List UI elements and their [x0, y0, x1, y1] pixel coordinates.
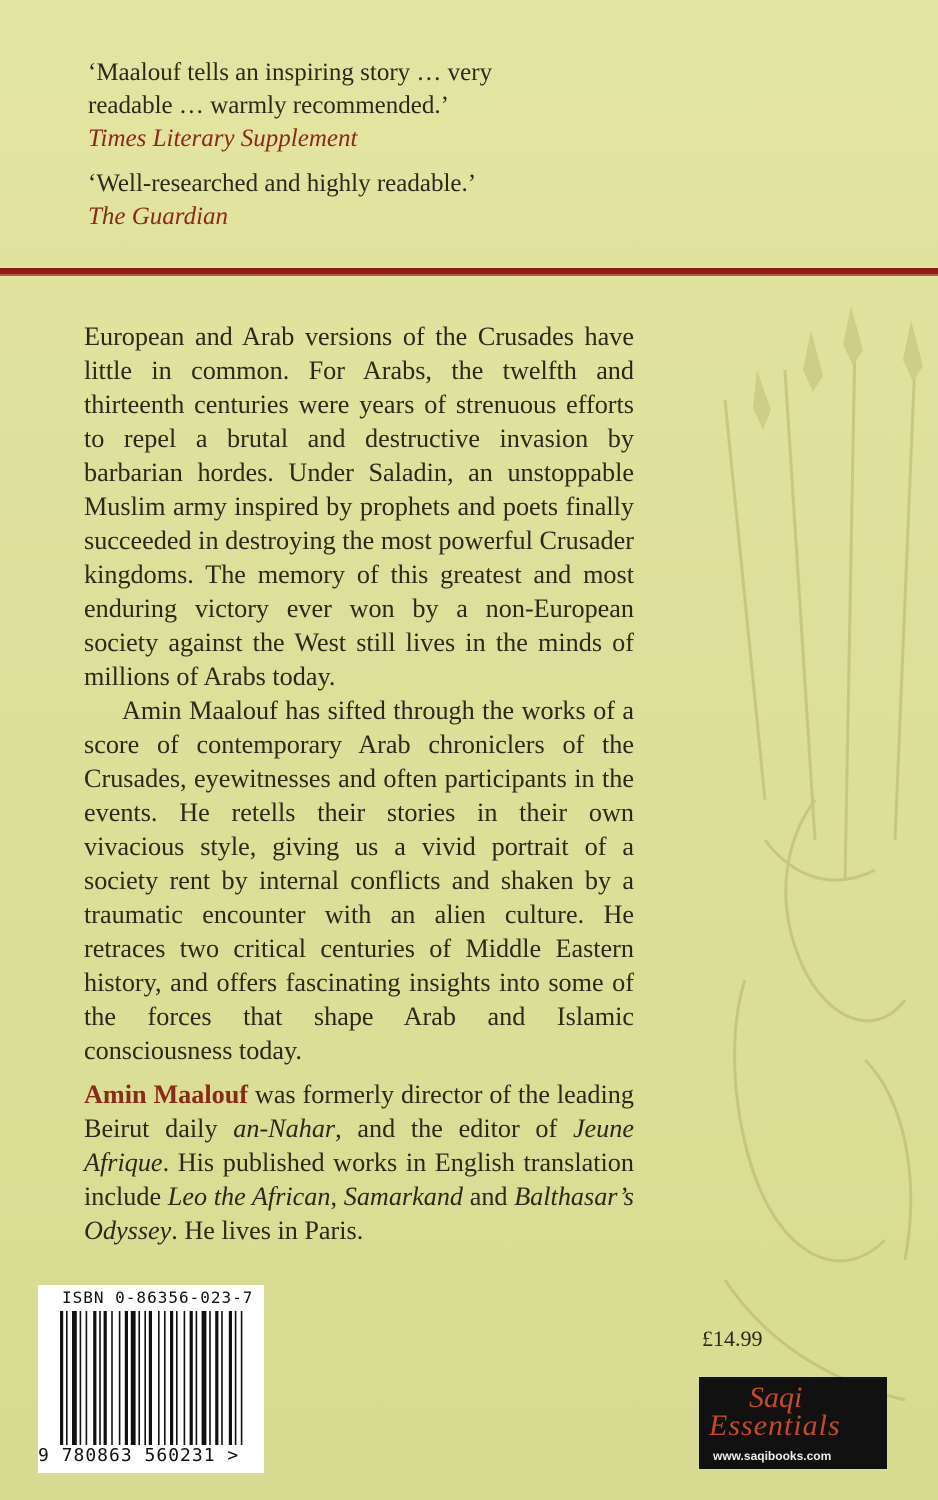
review-quote: ‘Maalouf tells an inspiring story … very readable … warmly recommended.’ — [88, 59, 493, 119]
review-source: Times Literary Supplement — [88, 125, 358, 152]
divider-rule — [0, 268, 938, 274]
review-quotes — [88, 56, 608, 245]
description-paragraph: Amin Maalouf has sifted through the works of a score of contemporary Arab chroniclers of the Crusades, eyewitnesses and often participants in the events. He retells their stories in their own vivacious style, giving us a vivid portrait of a society rent by internal conflicts and shaken by a traumatic encounter with an alien culture. He retraces two critical centuries of Middle Eastern history, and offers fascinating insights into some of the forces that shape Arab and Islamic consciousness today. — [84, 696, 634, 1065]
logo-line1: Saqi — [749, 1381, 803, 1414]
review-quote: ‘Well-researched and highly readable.’ — [88, 170, 477, 197]
isbn-label: ISBN 0-86356-023-7 — [62, 1288, 254, 1307]
barcode-icon — [60, 1311, 258, 1445]
description-paragraph: European and Arab versions of the Crusades have little in common. For Arabs, the twelfth and thirteenth centuries were years of strenuous efforts to repel a brutal and destructive invasion by barbarian hordes. Under Saladin, an unstoppable Muslim army inspired by prophets and poets finally succeeded in destroying the most powerful Crusader kingdoms. The memory of this greatest and most enduring victory ever won by a non-European society against the West still lives in the minds of millions of Arabs today. — [84, 322, 634, 691]
illustration-spears-warriors — [705, 280, 938, 1500]
author-bio: Amin Maalouf was formerly director of the leading Beirut daily an-Nahar, and the editor of Jeune Afrique. His published works in English translation include Leo the African, Samarkand and Balthasar’s Odyssey. He lives in Paris. — [84, 1080, 634, 1245]
review-source: The Guardian — [88, 203, 229, 230]
logo-line2: Essentials — [709, 1409, 841, 1442]
author-name: Amin Maalouf — [84, 1080, 249, 1109]
price: £14.99 — [702, 1326, 763, 1351]
book-description — [84, 320, 634, 1248]
ean-number: 9 780863 560231 > — [38, 1445, 240, 1466]
publisher-logo — [699, 1377, 887, 1469]
isbn-barcode — [38, 1285, 264, 1473]
publisher-url: www.saqibooks.com — [713, 1449, 832, 1463]
